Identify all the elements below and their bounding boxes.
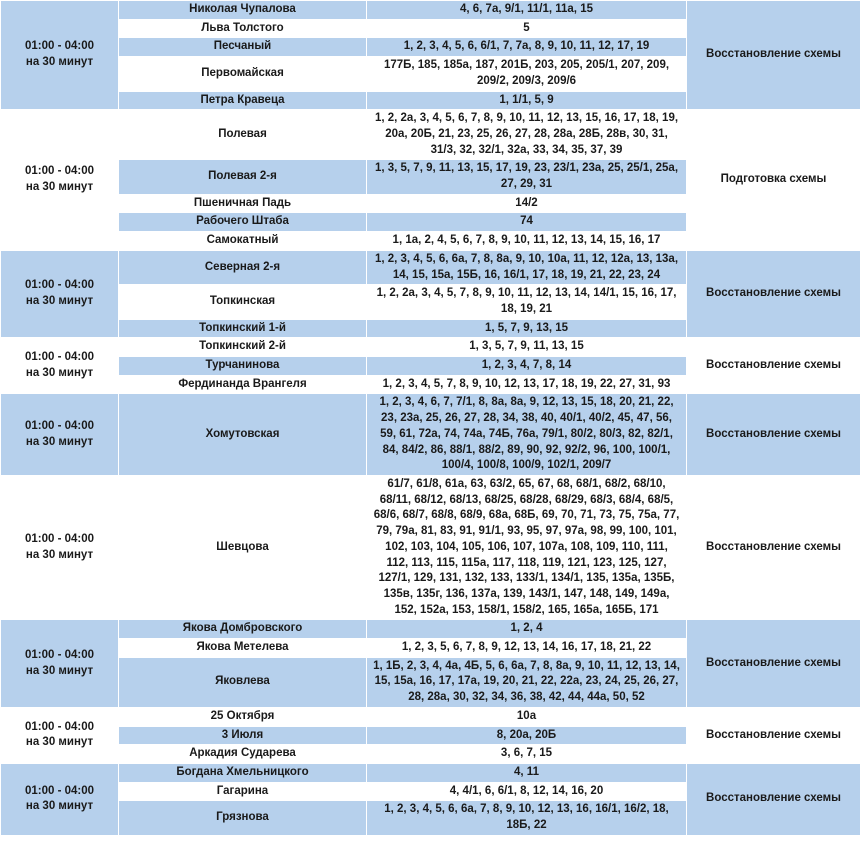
house-numbers: 10а bbox=[367, 707, 687, 726]
table-row bbox=[1, 394, 860, 476]
time-window-cell bbox=[1, 475, 119, 619]
house-numbers: 61/7, 61/8, 61а, 63, 63/2, 65, 67, 68, 68/1, 68/2, 68/10, 68/11, 68/12, 68/13, 68/25, 68/28, 68/29, 68/3, 68/4, 68/5, 68/6, 68/7, 68/8, 68/9, 68а, 68Б, 69, 70, 71, 73, 75, 75а, 77, 79, 79а, 81, 83, 91, 91/1, 93, 95, 97, 97а, 98, 99, 100, 101, 102, 103, 104, 105, 106, 107, 107а, 108, 109, 110, 111, 112, 113, 115, 115а, 117, 118, 119, 121, 123, 125, 127, 127/1, 129, 131, 132, 133, 133/1, 134/1, 135, 135а, 135Б, 135в, 135г, 136, 137а, 139, 143/1, 147, 148, 149, 149а, 152, 152а, 153, 158/1, 158/2, 165, 165а, 165Б, 171 bbox=[367, 475, 687, 619]
street-name: Пшеничная Падь bbox=[119, 194, 367, 213]
street-name: Фердинанда Врангеля bbox=[119, 375, 367, 394]
house-numbers: 1, 2, 3, 4, 6, 7, 7/1, 8, 8а, 8а, 9, 12, 13, 15, 18, 20, 21, 22, 23, 23а, 25, 26, 27, 28, 34, 38, 40, 40/1, 40/2, 45, 47, 56, 59, 61, 72а, 74, 74а, 74Б, 76а, 79/1, 80/2, 80/3, 82, 82/1, 84, 84/2, 86, 88/1, 88/2, 89, 90, 92, 92/2, 96, 100, 100/1, 100/4, 100/8, 100/9, 102/1, 209/7 bbox=[367, 394, 687, 476]
street-name: Полевая 2-я bbox=[119, 160, 367, 194]
house-numbers: 1, 2, 4 bbox=[367, 620, 687, 639]
street-name: Петра Кравеца bbox=[119, 91, 367, 110]
action-cell: Восстановление схемы bbox=[687, 1, 860, 110]
street-name: Грязнова bbox=[119, 801, 367, 835]
time-window-cell bbox=[1, 250, 119, 338]
table-row bbox=[1, 620, 860, 639]
duration: на 30 минут bbox=[25, 435, 94, 448]
action-cell: Восстановление схемы bbox=[687, 475, 860, 619]
action-cell: Восстановление схемы bbox=[687, 620, 860, 708]
house-numbers: 1, 2, 2а, 3, 4, 5, 7, 8, 9, 10, 11, 12, 13, 14, 14/1, 15, 16, 17, 18, 19, 21 bbox=[367, 285, 687, 319]
house-numbers: 1, 2, 3, 4, 5, 7, 8, 9, 10, 12, 13, 17, 18, 19, 22, 27, 31, 93 bbox=[367, 375, 687, 394]
house-numbers: 14/2 bbox=[367, 194, 687, 213]
table-row bbox=[1, 475, 860, 619]
house-numbers: 1, 1/1, 5, 9 bbox=[367, 91, 687, 110]
time-range: 01:00 - 04:00 bbox=[24, 720, 95, 733]
house-numbers: 5 bbox=[367, 19, 687, 38]
house-numbers: 1, 1а, 2, 4, 5, 6, 7, 8, 9, 10, 11, 12, 13, 14, 15, 16, 17 bbox=[367, 232, 687, 251]
house-numbers: 1, 3, 5, 7, 9, 11, 13, 15 bbox=[367, 338, 687, 357]
house-numbers: 177Б, 185, 185а, 187, 201Б, 203, 205, 205/1, 207, 209, 209/2, 209/3, 209/6 bbox=[367, 57, 687, 91]
street-name: 25 Октября bbox=[119, 707, 367, 726]
duration: на 30 минут bbox=[25, 181, 94, 194]
table-row bbox=[1, 250, 860, 284]
table-row bbox=[1, 1, 860, 20]
street-name: Хомутовская bbox=[119, 394, 367, 476]
house-numbers: 4, 6, 7а, 9/1, 11/1, 11а, 15 bbox=[367, 1, 687, 20]
house-numbers: 1, 3, 5, 7, 9, 11, 13, 15, 17, 19, 23, 23/1, 23а, 25, 25/1, 25а, 27, 29, 31 bbox=[367, 160, 687, 194]
house-numbers: 1, 2, 3, 4, 5, 6, 6/1, 7, 7а, 8, 9, 10, 11, 12, 17, 19 bbox=[367, 38, 687, 57]
time-window-cell bbox=[1, 707, 119, 763]
time-window-cell bbox=[1, 1, 119, 110]
duration: на 30 минут bbox=[25, 366, 94, 379]
house-numbers: 3, 6, 7, 15 bbox=[367, 745, 687, 764]
street-name: Песчаный bbox=[119, 38, 367, 57]
action-cell: Восстановление схемы bbox=[687, 763, 860, 835]
house-numbers: 1, 2, 3, 5, 6, 7, 8, 9, 12, 13, 14, 16, 17, 18, 21, 22 bbox=[367, 639, 687, 658]
time-window-cell bbox=[1, 763, 119, 835]
time-range: 01:00 - 04:00 bbox=[24, 784, 95, 797]
table-row bbox=[1, 110, 860, 160]
street-name: Шевцова bbox=[119, 475, 367, 619]
street-name: 3 Июля bbox=[119, 726, 367, 745]
duration: на 30 минут bbox=[25, 295, 94, 308]
street-name: Топкинский 2-й bbox=[119, 338, 367, 357]
time-window-cell bbox=[1, 338, 119, 394]
street-name: Турчанинова bbox=[119, 357, 367, 376]
duration: на 30 минут bbox=[25, 800, 94, 813]
street-name: Самокатный bbox=[119, 232, 367, 251]
time-window-cell bbox=[1, 620, 119, 708]
duration: на 30 минут bbox=[25, 664, 94, 677]
street-name: Николая Чупалова bbox=[119, 1, 367, 20]
time-range: 01:00 - 04:00 bbox=[24, 40, 95, 53]
street-name: Якова Метелева bbox=[119, 639, 367, 658]
street-name: Первомайская bbox=[119, 57, 367, 91]
time-range: 01:00 - 04:00 bbox=[24, 420, 95, 433]
duration: на 30 минут bbox=[25, 548, 94, 561]
time-range: 01:00 - 04:00 bbox=[24, 648, 95, 661]
duration: на 30 минут bbox=[25, 56, 94, 69]
house-numbers: 4, 4/1, 6, 6/1, 8, 12, 14, 16, 20 bbox=[367, 782, 687, 801]
street-name: Полевая bbox=[119, 110, 367, 160]
street-name: Рабочего Штаба bbox=[119, 213, 367, 232]
time-range: 01:00 - 04:00 bbox=[24, 532, 95, 545]
house-numbers: 1, 2, 3, 4, 7, 8, 14 bbox=[367, 357, 687, 376]
street-name: Северная 2-я bbox=[119, 250, 367, 284]
time-range: 01:00 - 04:00 bbox=[24, 279, 95, 292]
house-numbers: 1, 5, 7, 9, 13, 15 bbox=[367, 319, 687, 338]
action-cell: Восстановление схемы bbox=[687, 707, 860, 763]
street-name: Топкинский 1-й bbox=[119, 319, 367, 338]
action-cell: Восстановление схемы bbox=[687, 394, 860, 476]
street-name: Аркадия Сударева bbox=[119, 745, 367, 764]
time-window-cell bbox=[1, 394, 119, 476]
house-numbers: 1, 2, 3, 4, 5, 6, 6а, 7, 8, 9, 10, 12, 13, 16, 16/1, 16/2, 18, 18Б, 22 bbox=[367, 801, 687, 835]
street-name: Гагарина bbox=[119, 782, 367, 801]
time-range: 01:00 - 04:00 bbox=[24, 165, 95, 178]
action-cell: Подготовка схемы bbox=[687, 110, 860, 251]
house-numbers: 1, 2, 2а, 3, 4, 5, 6, 7, 8, 9, 10, 11, 12, 13, 15, 16, 17, 18, 19, 20а, 20Б, 21, 23, 25, 26, 27, 28, 28а, 28Б, 28в, 30, 31, 31/3, 32, 32/1, 32а, 33, 34, 35, 37, 39 bbox=[367, 110, 687, 160]
time-range: 01:00 - 04:00 bbox=[24, 351, 95, 364]
duration: на 30 минут bbox=[25, 736, 94, 749]
table-row bbox=[1, 338, 860, 357]
house-numbers: 74 bbox=[367, 213, 687, 232]
table-row bbox=[1, 707, 860, 726]
street-name: Топкинская bbox=[119, 285, 367, 319]
house-numbers: 8, 20а, 20Б bbox=[367, 726, 687, 745]
table-row bbox=[1, 763, 860, 782]
house-numbers: 1, 2, 3, 4, 5, 6, 6а, 7, 8, 8а, 9, 10, 10а, 11, 12, 12а, 13, 13а, 14, 15, 15а, 15Б, 16, 16/1, 17, 18, 19, 21, 22, 23, 24 bbox=[367, 250, 687, 284]
street-name: Яковлева bbox=[119, 657, 367, 707]
time-window-cell bbox=[1, 110, 119, 251]
street-name: Льва Толстого bbox=[119, 19, 367, 38]
street-name: Богдана Хмельницкого bbox=[119, 763, 367, 782]
action-cell: Восстановление схемы bbox=[687, 250, 860, 338]
house-numbers: 4, 11 bbox=[367, 763, 687, 782]
house-numbers: 1, 1Б, 2, 3, 4, 4а, 4Б, 5, 6, 6а, 7, 8, 8а, 9, 10, 11, 12, 13, 14, 15, 15а, 16, 17, 17а, 19, 20, 21, 22, 22а, 23, 24, 25, 26, 27, 28, 28а, 30, 32, 34, 36, 38, 42, 44, 44а, 50, 52 bbox=[367, 657, 687, 707]
schedule-body bbox=[1, 1, 860, 836]
street-name: Якова Домбровского bbox=[119, 620, 367, 639]
action-cell: Восстановление схемы bbox=[687, 338, 860, 394]
